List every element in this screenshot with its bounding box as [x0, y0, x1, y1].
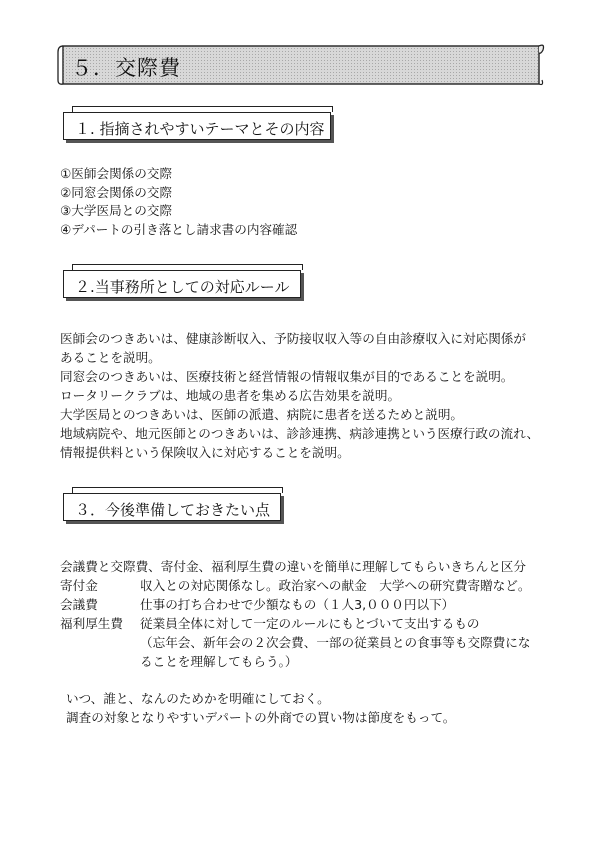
paragraph-line: 情報提供料という保険収入に対応することを説明。 [60, 445, 350, 460]
title-banner [57, 42, 545, 88]
closing-line: 調査の対象となりやすいデパートの外商での買い物は節度をもって。 [66, 710, 456, 725]
list-item: ②同窓会関係の交際 [60, 185, 173, 200]
section-3-heading-box [63, 487, 281, 521]
closing-line: いつ、誰と、なんのためかを明確にしておく。 [66, 691, 330, 706]
paragraph-line: あることを説明。 [60, 350, 161, 365]
paragraph-line: ロータリークラブは、地域の患者を集める広告効果を説明。 [60, 388, 401, 403]
paragraph-line: 地域病院や、地元医師とのつきあいは、診診連携、病診連携という医療行政の流れ、 [60, 426, 540, 441]
list-item: ④デパートの引き落とし請求書の内容確認 [60, 222, 298, 237]
section-2-heading: ２.当事務所としての対応ルール [75, 278, 290, 296]
note-line: （忘年会、新年会の２次会費、一部の従業員との食事等も交際費にな [140, 635, 531, 650]
term-description: 収入との対応関係なし。政治家への献金 大学への研究費寄贈など。 [140, 578, 531, 593]
term-description: 仕事の打ち合わせで少額なもの（１人3,０００円以下） [140, 597, 455, 612]
term-label: 福利厚生費 [60, 616, 123, 631]
intro-line: 会議費と交際費、寄付金、福利厚生費の違いを簡単に理解してもらいきちんと区分 [60, 559, 526, 574]
paragraph-line: 同窓会のつきあいは、医療技術と経営情報の情報収集が目的であることを説明。 [60, 369, 514, 384]
list-item: ③大学医局との交際 [60, 203, 173, 218]
paragraph-line: 大学医局とのつきあいは、医師の派遣、病院に患者を送るためと説明。 [60, 407, 463, 422]
section-3-heading: ３．今後準備しておきたい点 [75, 501, 271, 519]
page-title: ５．交際費 [71, 56, 181, 80]
term-label: 会議費 [60, 597, 98, 612]
term-label: 寄付金 [60, 578, 98, 593]
section-1-heading-box [63, 106, 331, 140]
note-line: ることを理解してもらう。） [140, 654, 298, 669]
paragraph-line: 医師会のつきあいは、健康診断収入、予防接収収入等の自由診療収入に対応関係が [60, 331, 526, 346]
section-2-heading-box [63, 264, 301, 298]
term-description: 従業員全体に対して一定のルールにもとづいて支出するもの [140, 616, 480, 631]
list-item: ①医師会関係の交際 [60, 166, 173, 181]
section-1-heading: １. 指摘されやすいテーマとその内容 [75, 120, 325, 138]
